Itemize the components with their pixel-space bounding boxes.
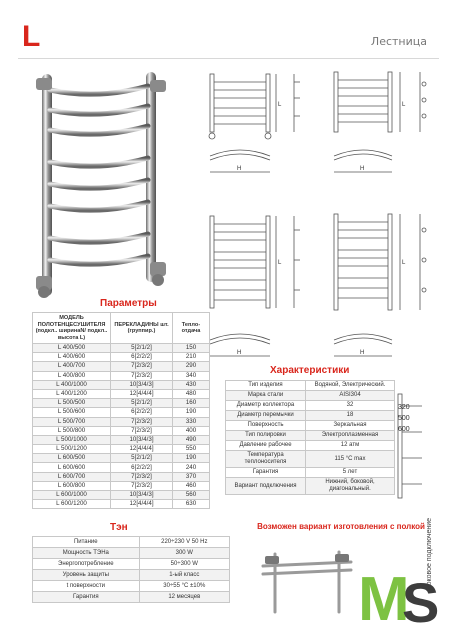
ten-cell: 300 W (139, 548, 229, 559)
params-cell: 240 (173, 463, 210, 472)
params-row (33, 445, 210, 454)
params-cell: 6[2/2/2] (111, 353, 173, 362)
drawing-height-label: L (402, 102, 406, 108)
params-cell: 150 (173, 344, 210, 353)
params-cell: L 400/600 (33, 353, 111, 362)
params-cell: L 600/1200 (33, 500, 111, 509)
params-cell: L 400/1200 (33, 389, 111, 398)
specs-cell: 18 (306, 411, 395, 421)
ten-row (33, 548, 230, 559)
params-row (33, 417, 210, 426)
params-cell: 7[2/3/2] (111, 481, 173, 490)
height-value: 500 (398, 415, 410, 422)
params-cell: 190 (173, 408, 210, 417)
specs-row (226, 391, 395, 401)
params-row (33, 389, 210, 398)
specs-cell: Нижний, боковой, диагональный. (306, 478, 395, 495)
drawing-width-label: H (360, 166, 365, 172)
series-name: Лестница (370, 35, 427, 48)
params-row (33, 408, 210, 417)
ten-cell: Мощность ТЭНа (33, 548, 140, 559)
col-model: МОДЕЛЬ ПОЛОТЕНЦЕСУШИТЕЛЯ (подкл.. ширинаN/ подкл.. высота L) (33, 313, 111, 344)
params-row (33, 371, 210, 380)
specs-cell: 115 °С max (306, 451, 395, 468)
col-bars: ПЕРЕКЛАДИНЫ шт. (группир.) (111, 313, 173, 344)
params-cell: L 500/1000 (33, 435, 111, 444)
specs-cell: Тип полировки (226, 431, 306, 441)
params-table (32, 312, 210, 509)
params-cell: 12[4/4/4] (111, 445, 173, 454)
specs-table (225, 380, 395, 495)
specs-row (226, 381, 395, 391)
ten-cell: 12 месяцев (139, 592, 229, 603)
ten-cell: t поверхности (33, 581, 140, 592)
params-cell: 560 (173, 491, 210, 500)
params-cell: L 400/700 (33, 362, 111, 371)
specs-row (226, 468, 395, 478)
specs-row (226, 401, 395, 411)
specs-cell: Вариант подключения (226, 478, 306, 495)
ten-row (33, 570, 230, 581)
variant-title: Возможен вариант изготовления с полкой (257, 522, 425, 531)
ten-cell: Гарантия (33, 592, 140, 603)
params-cell: 430 (173, 380, 210, 389)
specs-cell: 5 лет (306, 468, 395, 478)
params-cell: 7[2/3/2] (111, 371, 173, 380)
specs-cell: Поверхность (226, 421, 306, 431)
params-cell: 630 (173, 500, 210, 509)
params-cell: 7[2/3/2] (111, 426, 173, 435)
series-letter: L (22, 20, 41, 53)
params-cell: 10[3/4/3] (111, 435, 173, 444)
ten-cell: Энергопотребление (33, 559, 140, 570)
params-row (33, 362, 210, 371)
params-cell: 7[2/3/2] (111, 417, 173, 426)
ten-cell: 30÷55 °C ±10% (139, 581, 229, 592)
drawing-height-label: L (402, 260, 406, 266)
params-cell: 340 (173, 371, 210, 380)
specs-cell: Давление рабочее (226, 441, 306, 451)
col-heat: Тепло- отдача (173, 313, 210, 344)
specs-row (226, 451, 395, 468)
params-cell: 550 (173, 445, 210, 454)
drawing-height-label: L (278, 260, 282, 266)
params-cell: 210 (173, 353, 210, 362)
ten-title: Тэн (110, 522, 128, 533)
params-cell: L 400/800 (33, 371, 111, 380)
drawing-width-label: H (360, 350, 365, 356)
params-row (33, 344, 210, 353)
params-cell: 7[2/3/2] (111, 472, 173, 481)
ten-cell: 50÷300 W (139, 559, 229, 570)
specs-row (226, 478, 395, 495)
ten-row (33, 559, 230, 570)
header-divider (18, 58, 439, 59)
specs-cell: 32 (306, 401, 395, 411)
ten-row (33, 581, 230, 592)
params-cell: L 400/500 (33, 344, 111, 353)
specs-cell: AISI304 (306, 391, 395, 401)
params-row (33, 426, 210, 435)
specs-row (226, 441, 395, 451)
params-cell: 10[3/4/3] (111, 380, 173, 389)
params-cell: L 400/1000 (33, 380, 111, 389)
params-cell: L 500/1200 (33, 445, 111, 454)
params-row (33, 500, 210, 509)
specs-cell: Диаметр перемычки (226, 411, 306, 421)
specs-row (226, 411, 395, 421)
towel-rail-photo (18, 66, 178, 306)
params-row (33, 481, 210, 490)
params-cell: 460 (173, 481, 210, 490)
specs-row (226, 421, 395, 431)
specs-cell: Температура теплоносителя (226, 451, 306, 468)
params-row (33, 380, 210, 389)
specs-cell: Тип изделия (226, 381, 306, 391)
ten-cell: Питание (33, 537, 140, 548)
params-cell: 12[4/4/4] (111, 500, 173, 509)
side-connection-label: Боковое подключение (426, 517, 433, 590)
height-value: 600 (398, 426, 410, 433)
params-cell: 5[2/1/2] (111, 399, 173, 408)
params-title: Параметры (100, 298, 157, 309)
params-cell: L 600/600 (33, 463, 111, 472)
specs-cell: Гарантия (226, 468, 306, 478)
params-row (33, 463, 210, 472)
ten-row (33, 537, 230, 548)
params-cell: 330 (173, 417, 210, 426)
specs-row (226, 431, 395, 441)
params-cell: 5[2/1/2] (111, 454, 173, 463)
drawing-height-label: L (278, 102, 282, 108)
ten-cell: 1-ый класс (139, 570, 229, 581)
ten-cell: Уровень защиты (33, 570, 140, 581)
params-cell: 160 (173, 399, 210, 408)
params-cell: 5[2/1/2] (111, 344, 173, 353)
params-cell: L 500/700 (33, 417, 111, 426)
specs-title: Характеристики (270, 365, 350, 376)
ten-cell: 220÷230 V 50 Hz (139, 537, 229, 548)
params-row (33, 472, 210, 481)
params-cell: L 600/700 (33, 472, 111, 481)
params-row (33, 353, 210, 362)
shelf-variant-photo (255, 544, 365, 614)
logo-m: M (358, 565, 410, 632)
specs-cell: Водяной, Электрический. (306, 381, 395, 391)
params-cell: L 500/600 (33, 408, 111, 417)
drawing-width-label: H (237, 166, 242, 172)
params-row (33, 399, 210, 408)
params-cell: 480 (173, 389, 210, 398)
params-cell: L 600/1000 (33, 491, 111, 500)
params-cell: L 500/800 (33, 426, 111, 435)
ten-row (33, 592, 230, 603)
ten-table (32, 536, 230, 603)
logo-s: S (402, 571, 440, 632)
drawing-width-label: H (237, 350, 242, 356)
params-cell: L 600/500 (33, 454, 111, 463)
params-row (33, 454, 210, 463)
specs-cell: 12 атм (306, 441, 395, 451)
params-cell: L 500/500 (33, 399, 111, 408)
params-cell: 6[2/2/2] (111, 408, 173, 417)
params-row (33, 435, 210, 444)
ms-logo (358, 560, 442, 632)
params-cell: 370 (173, 472, 210, 481)
params-cell: 6[2/2/2] (111, 463, 173, 472)
params-cell: 490 (173, 435, 210, 444)
params-cell: 190 (173, 454, 210, 463)
params-cell: 400 (173, 426, 210, 435)
specs-cell: Электроплазменная (306, 431, 395, 441)
params-cell: 10[3/4/3] (111, 491, 173, 500)
side-heights (398, 402, 410, 435)
params-cell: 290 (173, 362, 210, 371)
height-value: 320 (398, 404, 410, 411)
params-cell: L 600/800 (33, 481, 111, 490)
specs-cell: Марка стали (226, 391, 306, 401)
params-row (33, 491, 210, 500)
params-cell: 12[4/4/4] (111, 389, 173, 398)
params-cell: 7[2/3/2] (111, 362, 173, 371)
specs-cell: Зеркальная (306, 421, 395, 431)
specs-cell: Диаметр коллектора (226, 401, 306, 411)
technical-drawings (196, 64, 444, 364)
